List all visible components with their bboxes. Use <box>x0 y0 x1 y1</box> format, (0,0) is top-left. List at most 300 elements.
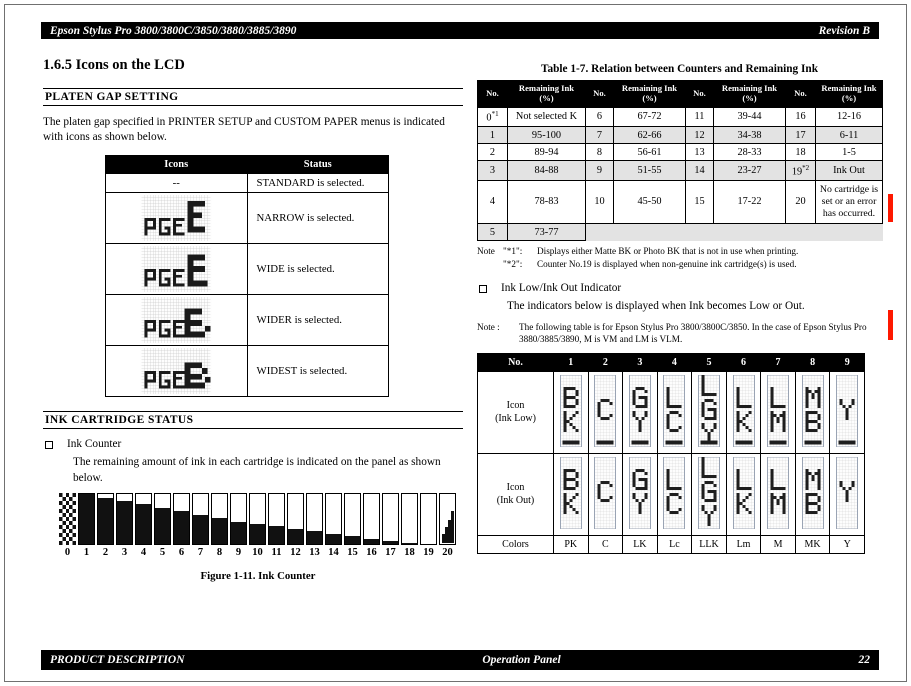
cell-counter-no: 16 <box>786 107 816 126</box>
cell-remaining-ink: 45-50 <box>614 180 686 224</box>
color-value-8: MK <box>795 536 830 554</box>
ink-counter-label: 3 <box>121 546 128 558</box>
cell-counter-no: 0$^{*1}$ <box>478 107 508 126</box>
ink-counter-cell <box>306 493 323 558</box>
platen-gap-status: WIDEST is selected. <box>247 345 389 396</box>
cell-remaining-ink: Ink Out <box>816 161 883 180</box>
ink-low-icon-7 <box>761 372 796 454</box>
row-label-ink-low <box>478 372 554 454</box>
cell-remaining-ink: 89-94 <box>508 144 586 161</box>
lcd-ink-out-icon <box>733 521 755 532</box>
bullet-ink-counter <box>43 438 463 450</box>
ink-counter-fill <box>193 515 208 544</box>
header-revision: Revision B <box>818 24 870 37</box>
footer-page-number: 22 <box>858 654 870 666</box>
lcd-ink-out-icon <box>698 521 720 532</box>
cell-counter-no: 1 <box>478 127 508 144</box>
ink-counter-cell <box>59 493 76 558</box>
ink-out-icon-3 <box>623 454 658 536</box>
ink-counter-bar <box>363 493 380 545</box>
right-column <box>477 63 882 554</box>
col-header-no: No. <box>478 354 554 372</box>
color-value-4: Lc <box>657 536 692 554</box>
cell-counter-no <box>686 224 714 241</box>
cell-counter-no <box>586 224 614 241</box>
ink-counter-label: 11 <box>271 546 282 558</box>
lcd-ink-low-icon <box>836 439 858 450</box>
footer-section: Operation Panel <box>482 654 561 666</box>
lcd-icon-svg <box>836 375 858 447</box>
lcd-ink-low-icon <box>663 439 685 450</box>
platen-gap-status: NARROW is selected. <box>247 192 389 243</box>
ink-counter-cell <box>173 493 190 558</box>
lcd-icon-svg <box>560 457 582 529</box>
cell-counter-no: 11 <box>686 107 714 126</box>
ink-counter-bar <box>306 493 323 545</box>
cell-counter-no: 8 <box>586 144 614 161</box>
lcd-ink-low-icon <box>802 439 824 450</box>
ink-counter-cell <box>78 493 95 558</box>
col-header-no-1: No. <box>478 81 508 108</box>
cell-remaining-ink: 39-44 <box>714 107 786 126</box>
table-1-7-caption: Table 1-7. Relation between Counters and Remaining Ink <box>540 63 818 75</box>
table-row <box>478 161 883 180</box>
cell-counter-no: 20 <box>786 180 816 224</box>
col-header-ink-2 <box>614 81 686 108</box>
lcd-icon-svg <box>802 457 824 529</box>
ink-counter-label: 18 <box>404 546 415 558</box>
header-product-title: Epson Stylus Pro 3800/3800C/3850/3880/3885/3890 <box>50 24 297 37</box>
cell-counter-no: 18 <box>786 144 816 161</box>
ink-counter-bar <box>135 493 152 545</box>
ink-out-icon-9 <box>830 454 865 536</box>
col-header-ink-line1: Remaining Ink <box>721 83 778 93</box>
ink-counter-fill <box>269 526 284 544</box>
cell-remaining-ink <box>816 224 883 241</box>
ink-counter-cell <box>268 493 285 558</box>
ink-out-icon-5 <box>692 454 727 536</box>
ink-counter-label: 4 <box>140 546 147 558</box>
platen-gap-status: WIDER is selected. <box>247 294 389 345</box>
pg-wide-icon <box>106 243 248 294</box>
table-row <box>106 243 389 294</box>
ink-counter-cell <box>363 493 380 558</box>
table-1-7-notes <box>477 246 882 271</box>
col-header-6: 6 <box>726 354 761 372</box>
cell-counter-no: 12 <box>686 127 714 144</box>
ink-indicator-note <box>477 321 882 345</box>
ink-low-icon-3 <box>623 372 658 454</box>
pg-wider-icon <box>106 294 248 345</box>
ink-out-icon-7 <box>761 454 796 536</box>
ink-counter-label: 8 <box>216 546 223 558</box>
lcd-icon-svg <box>767 457 789 529</box>
row-label-ink-out <box>478 454 554 536</box>
ink-counter-cell <box>230 493 247 558</box>
row-label-line1: Icon <box>506 482 525 494</box>
ink-counter-label: 6 <box>178 546 185 558</box>
ink-counter-label: 2 <box>102 546 109 558</box>
ink-counter-label: 20 <box>442 546 453 558</box>
ink-counter-label: 1 <box>83 546 90 558</box>
lcd-ink-out-icon <box>629 521 651 532</box>
col-header-1: 1 <box>554 354 589 372</box>
table-header-row <box>106 155 389 173</box>
ink-counter-bar <box>116 493 133 545</box>
lcd-ink-low-icon <box>767 439 789 450</box>
pg-narrow-icon <box>106 192 248 243</box>
cell-remaining-ink: 34-38 <box>714 127 786 144</box>
ink-counter-bar <box>211 493 228 545</box>
ink-low-icon-6 <box>726 372 761 454</box>
cell-remaining-ink <box>614 224 686 241</box>
table-row-ink-low <box>478 372 865 454</box>
ink-counter-fill <box>79 494 94 544</box>
cell-remaining-ink: 51-55 <box>614 161 686 180</box>
cell-counter-no: 15 <box>686 180 714 224</box>
cell-remaining-ink: 23-27 <box>714 161 786 180</box>
change-bar-2 <box>888 310 893 340</box>
note-text: The following table is for Epson Stylus Pro 3800/3800C/3850. In the case of Epson Stylus Pro 3880/3885/3890, M is VM and LM is VLM. <box>519 322 867 345</box>
ink-low-icon-8 <box>795 372 830 454</box>
col-header-status: Status <box>247 155 389 173</box>
ink-counter-bar <box>192 493 209 545</box>
col-header-3: 3 <box>623 354 658 372</box>
cell-counter-no: 7 <box>586 127 614 144</box>
cell-remaining-ink: 73-77 <box>508 224 586 241</box>
ink-counter-bar <box>325 493 342 545</box>
cell-remaining-ink: 12-16 <box>816 107 883 126</box>
ink-low-icon-5 <box>692 372 727 454</box>
ink-counter-bar <box>249 493 266 545</box>
col-header-ink-3 <box>714 81 786 108</box>
ink-out-icon-4 <box>657 454 692 536</box>
ink-counter-fill <box>98 498 113 544</box>
note-text: Displays either Matte BK or Photo BK that is not in use when printing. <box>537 246 799 257</box>
lcd-ink-out-icon <box>767 521 789 532</box>
cell-counter-no: 19$^{*2}$ <box>786 161 816 180</box>
col-header-ink-1 <box>508 81 586 108</box>
table-row <box>478 144 883 161</box>
col-header-2: 2 <box>588 354 623 372</box>
ink-counter-cell <box>382 493 399 558</box>
pg-wider-icon-svg <box>140 297 212 343</box>
ink-counter-cell <box>439 493 456 558</box>
platen-gap-status: STANDARD is selected. <box>247 173 389 192</box>
col-header-ink-line2: (%) <box>742 92 757 103</box>
lcd-icon-svg <box>802 375 824 447</box>
footnote-marker: *1 <box>491 110 499 119</box>
cell-remaining-ink: 1-5 <box>816 144 883 161</box>
lcd-icon-svg <box>663 457 685 529</box>
bullet-label: Ink Low/Ink Out Indicator <box>501 282 622 295</box>
bullet-ink-indicator <box>477 282 882 294</box>
lcd-icon-svg <box>629 457 651 529</box>
lcd-icon-svg <box>836 457 858 529</box>
cell-remaining-ink: 67-72 <box>614 107 686 126</box>
ink-counter-bar <box>420 493 437 545</box>
ink-counter-fill <box>383 541 398 544</box>
ink-counter-cell <box>97 493 114 558</box>
lcd-ink-low-icon <box>629 439 651 450</box>
table-1-7 <box>477 80 883 241</box>
ink-counter-label: 14 <box>328 546 339 558</box>
lcd-ink-low-icon <box>594 439 616 450</box>
col-header-ink-line1: Remaining Ink <box>621 83 678 93</box>
cell-counter-no: 3 <box>478 161 508 180</box>
lcd-ink-out-icon <box>594 521 616 532</box>
ink-counter-bar <box>154 493 171 545</box>
table-header-row <box>478 354 865 372</box>
ink-low-icon-4 <box>657 372 692 454</box>
ink-counter-bar <box>173 493 190 545</box>
table-row <box>106 192 389 243</box>
ink-out-icon-8 <box>795 454 830 536</box>
ink-low-icon-1 <box>554 372 589 454</box>
platen-gap-standard-icon: -- <box>106 173 248 192</box>
col-header-ink-4 <box>816 81 883 108</box>
ink-counter-bar <box>287 493 304 545</box>
lcd-icon-svg <box>767 375 789 447</box>
ink-counter-label: 13 <box>309 546 320 558</box>
col-header-ink-line1: Remaining Ink <box>821 83 877 93</box>
ink-counter-cell <box>249 493 266 558</box>
cell-counter-no: 13 <box>686 144 714 161</box>
row-label-line2: (Ink Low) <box>495 412 536 424</box>
ink-counter-cell <box>211 493 228 558</box>
cell-remaining-ink: 28-33 <box>714 144 786 161</box>
ink-indicator-intro: The indicators below is displayed when Ink becomes Low or Out. <box>507 300 805 313</box>
lcd-icon-svg <box>594 375 616 447</box>
ink-counter-text: The remaining amount of ink in each cartridge is indicated on the panel as shown below. <box>73 455 441 484</box>
row-label-line1: Icon <box>506 400 525 412</box>
running-footer <box>41 650 879 670</box>
ink-counter-label: 17 <box>385 546 396 558</box>
cell-remaining-ink: 6-11 <box>816 127 883 144</box>
ink-counter-cell <box>116 493 133 558</box>
ink-counter-fill <box>326 534 341 544</box>
footer-chapter: PRODUCT DESCRIPTION <box>50 654 185 666</box>
col-header-5: 5 <box>692 354 727 372</box>
lcd-ink-low-icon <box>698 439 720 450</box>
lcd-icon-svg <box>594 457 616 529</box>
bullet-label: Ink Counter <box>67 437 122 450</box>
ink-counter-fill <box>117 501 132 544</box>
color-value-6: Lm <box>726 536 761 554</box>
ink-counter-label: 9 <box>235 546 242 558</box>
cell-counter-no: 10 <box>586 180 614 224</box>
row-label-colors: Colors <box>478 536 554 554</box>
document-page <box>4 4 907 682</box>
ink-counter-fill <box>212 518 227 544</box>
pg-wide-icon-svg <box>140 246 212 292</box>
table-row <box>478 107 883 126</box>
note-label: Note <box>477 246 495 257</box>
note-key: "*2": <box>503 259 523 270</box>
table-row <box>106 294 389 345</box>
ink-counter-bar <box>59 493 76 545</box>
color-value-2: C <box>588 536 623 554</box>
ink-counter-cell <box>344 493 361 558</box>
ink-counter-cell <box>192 493 209 558</box>
lcd-ink-out-icon <box>836 521 858 532</box>
ink-cartridge-heading: INK CARTRIDGE STATUS <box>43 411 463 429</box>
table-1-7-body <box>478 107 883 241</box>
col-header-8: 8 <box>795 354 830 372</box>
ink-counter-bars <box>59 493 463 558</box>
square-bullet-icon <box>479 285 487 293</box>
cell-counter-no: 6 <box>586 107 614 126</box>
cell-counter-no <box>786 224 816 241</box>
cell-remaining-ink: 84-88 <box>508 161 586 180</box>
ink-counter-bar <box>344 493 361 545</box>
ink-counter-label: 12 <box>290 546 301 558</box>
ink-counter-cell <box>420 493 437 558</box>
ink-counter-fill <box>174 511 189 544</box>
platen-gap-intro: The platen gap specified in PRINTER SETUP and CUSTOM PAPER menus is indicated with icons as shown below. <box>43 116 445 144</box>
ink-counter-label: 19 <box>423 546 434 558</box>
color-value-9: Y <box>830 536 865 554</box>
col-header-ink-line1: Remaining Ink <box>518 83 575 93</box>
ink-counter-bar <box>382 493 399 545</box>
col-header-ink-line2: (%) <box>539 92 554 103</box>
table-row <box>106 173 389 192</box>
lcd-icon-svg <box>698 457 720 529</box>
ink-counter-label: 0 <box>64 546 71 558</box>
ink-counter-fill <box>288 529 303 544</box>
table-row-ink-out <box>478 454 865 536</box>
lcd-icon-svg <box>560 375 582 447</box>
ink-counter-cell <box>287 493 304 558</box>
col-header-ink-line2: (%) <box>642 92 657 103</box>
ink-counter-label: 10 <box>252 546 263 558</box>
cell-remaining-ink <box>714 224 786 241</box>
ink-counter-bar <box>230 493 247 545</box>
cell-remaining-ink: 62-66 <box>614 127 686 144</box>
cell-remaining-ink: 56-61 <box>614 144 686 161</box>
ink-counter-fill <box>155 508 170 544</box>
ink-counter-label: 5 <box>159 546 166 558</box>
table-row <box>478 180 883 224</box>
cell-counter-no: 5 <box>478 224 508 241</box>
color-value-1: PK <box>554 536 589 554</box>
change-bar-1 <box>888 194 893 222</box>
color-value-3: LK <box>623 536 658 554</box>
note-line <box>477 259 882 271</box>
note-text: Counter No.19 is displayed when non-genuine ink cartridge(s) is used. <box>537 259 797 270</box>
ink-low-icon-9 <box>830 372 865 454</box>
ink-counter-fill <box>307 531 322 544</box>
ink-counter-fill <box>136 504 151 544</box>
col-header-icons: Icons <box>106 155 248 173</box>
ink-counter-cell <box>401 493 418 558</box>
ink-counter-label: 16 <box>366 546 377 558</box>
lcd-icon-svg <box>733 457 755 529</box>
color-value-5: LLK <box>692 536 727 554</box>
cell-counter-no: 9 <box>586 161 614 180</box>
ink-counter-figure <box>59 493 463 582</box>
cell-counter-no: 17 <box>786 127 816 144</box>
left-column <box>43 57 463 582</box>
ink-counter-cell <box>154 493 171 558</box>
table-row <box>478 224 883 241</box>
cell-remaining-ink: 17-22 <box>714 180 786 224</box>
ink-indicator-table <box>477 353 865 554</box>
ink-counter-bar <box>401 493 418 545</box>
col-header-no-4: No. <box>786 81 816 108</box>
col-header-7: 7 <box>761 354 796 372</box>
note-label: Note : <box>477 322 500 333</box>
cell-remaining-ink: No cartridge is set or an error has occurred. <box>816 180 883 224</box>
ink-counter-bar <box>97 493 114 545</box>
figure-caption: Figure 1-11. Ink Counter <box>200 569 316 582</box>
ink-low-icon-2 <box>588 372 623 454</box>
lcd-ink-out-icon <box>802 521 824 532</box>
ink-counter-bar <box>439 493 456 545</box>
ink-out-icon-1 <box>554 454 589 536</box>
cell-counter-no: 4 <box>478 180 508 224</box>
cell-remaining-ink: Not selected K <box>508 107 586 126</box>
ink-counter-label: 7 <box>197 546 204 558</box>
running-header <box>41 22 879 39</box>
color-value-7: M <box>761 536 796 554</box>
lcd-ink-low-icon <box>733 439 755 450</box>
ink-counter-bar <box>268 493 285 545</box>
ink-indicator-body <box>478 372 865 554</box>
lcd-icon-svg <box>733 375 755 447</box>
col-header-4: 4 <box>657 354 692 372</box>
pg-widest-icon <box>106 345 248 396</box>
ink-counter-cell <box>135 493 152 558</box>
cell-remaining-ink: 78-83 <box>508 180 586 224</box>
table-row <box>478 127 883 144</box>
cell-counter-no: 2 <box>478 144 508 161</box>
cell-remaining-ink: 95-100 <box>508 127 586 144</box>
ink-out-icon-2 <box>588 454 623 536</box>
ink-counter-fill <box>345 536 360 544</box>
col-header-ink-line2: (%) <box>841 92 857 103</box>
row-label-line2: (Ink Out) <box>496 494 535 506</box>
table-row-colors <box>478 536 865 554</box>
cell-counter-no: 14 <box>686 161 714 180</box>
ink-counter-fill <box>231 522 246 544</box>
ink-counter-label: 15 <box>347 546 358 558</box>
note-line <box>477 246 882 258</box>
lcd-icon-svg <box>698 375 720 447</box>
platen-gap-table <box>105 155 389 397</box>
col-header-no-2: No. <box>586 81 614 108</box>
platen-gap-table-body <box>106 173 389 396</box>
lcd-ink-out-icon <box>560 521 582 532</box>
ink-counter-fill <box>402 543 417 544</box>
pg-narrow-icon-svg <box>140 195 212 241</box>
col-header-9: 9 <box>830 354 865 372</box>
table-header-row <box>478 81 883 108</box>
section-heading: 1.6.5 Icons on the LCD <box>43 57 185 73</box>
platen-gap-heading: PLATEN GAP SETTING <box>43 88 463 106</box>
ink-counter-fill <box>250 524 265 544</box>
square-bullet-icon <box>45 441 53 449</box>
lcd-ink-low-icon <box>560 439 582 450</box>
ink-counter-cell <box>325 493 342 558</box>
note-key: "*1": <box>503 246 523 257</box>
lcd-icon-svg <box>629 375 651 447</box>
ink-counter-fill <box>364 539 379 544</box>
lcd-ink-out-icon <box>663 521 685 532</box>
col-header-no-3: No. <box>686 81 714 108</box>
note-label-spacer <box>477 259 503 271</box>
table-row <box>106 345 389 396</box>
